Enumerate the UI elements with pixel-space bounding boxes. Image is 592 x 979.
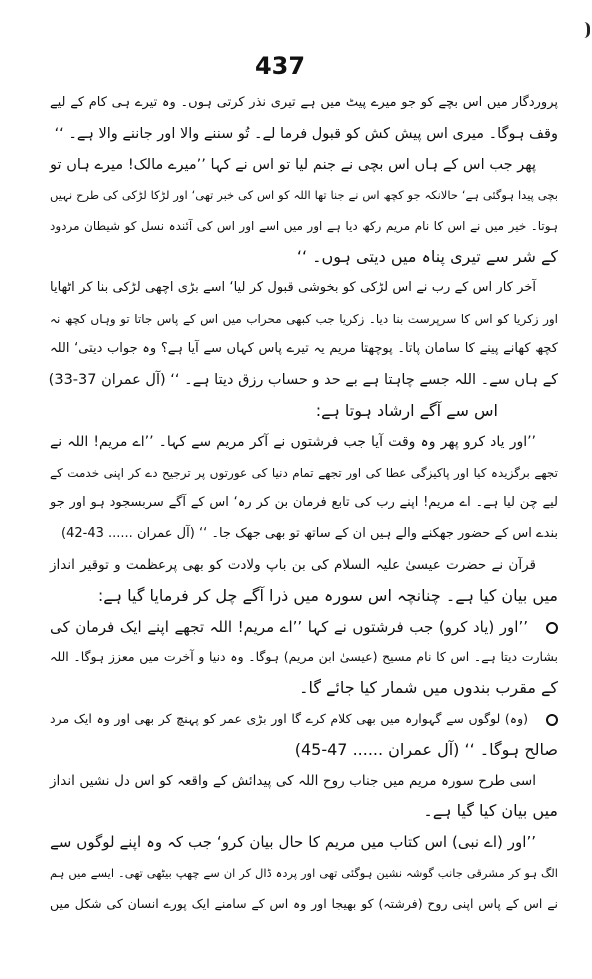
text-line-content: بندے اس کے حضور جھکنے والے ہیں ان کے ساتھ تو بھی جھک جا۔ ‘‘ (آل عمران ...... 43-42) [61, 526, 558, 542]
text-line [50, 211, 558, 242]
text-line [50, 704, 558, 735]
text-line-content: کے شر سے تیری پناہ میں دیتی ہوں۔ ‘‘ [296, 246, 558, 266]
text-line-content: بشارت دیتا ہے۔ اس کا نام مسیح (عیسیٰ ابن مریم) ہوگا۔ وہ دنیا و آخرت میں معزز ہوگا۔ اللہ [50, 649, 558, 665]
text-line [50, 642, 558, 673]
text-line [50, 858, 558, 889]
text-line-content: کے ہاں سے۔ اللہ جسے چاہتا ہے بے حد و حساب رزق دیتا ہے۔ ‘‘ (آل عمران 37-33) [48, 372, 558, 389]
text-line-content: اس سے آگے ارشاد ہوتا ہے: [315, 400, 498, 420]
text-line [50, 242, 558, 273]
text-line-content: بچی پیدا ہوگئی ہے‘ حالانکہ جو کچھ اس نے جنا تھا اللہ کو اس کی خبر تھی‘ اور لڑکا لڑکی کی طرح نہیں [50, 188, 558, 203]
text-line-content: صالح ہوگا۔ ‘‘ (آل عمران ...... 47-45) [294, 739, 558, 759]
text-line-content: نے اس کے پاس اپنی روح (فرشتہ) کو بھیجا اور وہ اس کے سامنے ایک پورے انسان کی شکل میں [50, 895, 558, 911]
text-line [50, 304, 558, 335]
text-line [50, 150, 558, 181]
page-edge-mark [581, 22, 590, 38]
text-line [50, 796, 558, 827]
text-line [50, 673, 558, 704]
text-line [50, 550, 558, 581]
text-line-content: پروردگار میں اس بچے کو جو میرے پیٹ میں ہے تیری نذر کرتی ہوں۔ وہ تیرے ہی کام کے لیے [50, 95, 558, 110]
text-line [50, 889, 558, 920]
text-line-content: کچھ کھانے پینے کا سامان پاتا۔ پوچھتا مریم یہ تیرے پاس کہاں سے آیا ہے؟ وہ جواب دیتی‘ اللہ [50, 341, 558, 357]
text-line [50, 427, 558, 458]
text-line-content: میں بیان کیا گیا ہے۔ [423, 801, 558, 821]
text-line [50, 458, 558, 489]
text-line-content: کے مقرب بندوں میں شمار کیا جائے گا۔ [299, 678, 558, 698]
text-line-content: وقف ہوگا۔ میری اس پیش کش کو قبول فرما لے۔ تُو سننے والا اور جاننے والا ہے۔ ‘‘ [54, 125, 558, 142]
text-line [50, 488, 558, 519]
text-line-content: (وہ) لوگوں سے گہوارہ میں بھی کلام کرے گا اور بڑی عمر کو پہنچ کر بھی اور وہ ایک مرد [50, 710, 528, 726]
text-line-content: تجھے برگزیدہ کیا اور پاکیزگی عطا کی اور تجھے تمام دنیا کی عورتوں پر ترجیح دے کر اپنی خدمت کے [50, 465, 558, 480]
text-line [50, 365, 558, 396]
text-line-content: قرآن نے حضرت عیسیٰ علیہ السلام کی بن باپ ولادت کو بھی پرعظمت و توقیر انداز [50, 556, 536, 573]
text-line [50, 581, 558, 612]
text-line [50, 766, 558, 797]
text-line-content: پھر جب اس کے ہاں اس بچی نے جنم لیا تو اس نے کہا ’’میرے مالک! میرے ہاں تو [50, 156, 536, 173]
text-line [50, 119, 558, 150]
text-line-content: ’’اور یاد کرو پھر وہ وقت آیا جب فرشتوں نے آکر مریم سے کہا۔ ’’اے مریم! اللہ نے [50, 433, 536, 450]
text-line-content: ’’اور (یاد کرو) جب فرشتوں نے کہا ’’اے مریم! اللہ تجھے اپنے ایک فرمان کی [50, 617, 528, 636]
text-line-content: الگ ہو کر مشرقی جانب گوشہ نشین ہوگئی تھی اور پردہ ڈال کر ان سے چھپ بیٹھی تھی۔ ایسے میں ہم [50, 865, 558, 880]
text-line-content: اسی طرح سورہ مریم میں جناب روح اللہ کی پیدائش کے واقعہ کو اس دل نشیں انداز [50, 772, 536, 789]
text-line [50, 273, 558, 304]
text-line [50, 612, 558, 643]
page-number: 437 [254, 52, 306, 80]
text-line-content: ’’اور (اے نبی) اس کتاب میں مریم کا حال بیان کرو‘ جب کہ وہ اپنے لوگوں سے [50, 833, 536, 852]
urdu-text-body [50, 88, 558, 971]
text-line [50, 334, 558, 365]
text-line-content: میں بیان کیا ہے۔ چنانچہ اس سورہ میں ذرا آگے چل کر فرمایا گیا ہے: [97, 585, 558, 605]
text-line [50, 396, 558, 427]
text-line-content: اور زکریا کو اس کا سرپرست بنا دیا۔ زکریا جب کبھی محراب میں اس کے پاس جاتا تو وہاں کچھ نہ [50, 311, 558, 326]
text-line [50, 180, 558, 211]
text-line [50, 827, 558, 858]
text-line [50, 735, 558, 766]
text-line [50, 519, 558, 550]
bullet-circle-icon [546, 622, 558, 634]
text-line-content: لیے چن لیا ہے۔ اے مریم! اپنے رب کی تابع فرمان بن کر رہ‘ اس کے آگے سربسجود ہو اور جو [50, 495, 558, 511]
text-line [50, 88, 558, 119]
text-line-content: ہوتا۔ خیر میں نے اس کا نام مریم رکھ دیا ہے اور میں اسے اور اس کی آئندہ نسل کو شیطان مردود [50, 219, 558, 234]
text-line-content: آخر کار اس کے رب نے اس لڑکی کو بخوشی قبول کر لیا‘ اسے بڑی اچھی لڑکی بنا کر اٹھایا [50, 279, 536, 295]
bullet-circle-icon [546, 714, 558, 726]
